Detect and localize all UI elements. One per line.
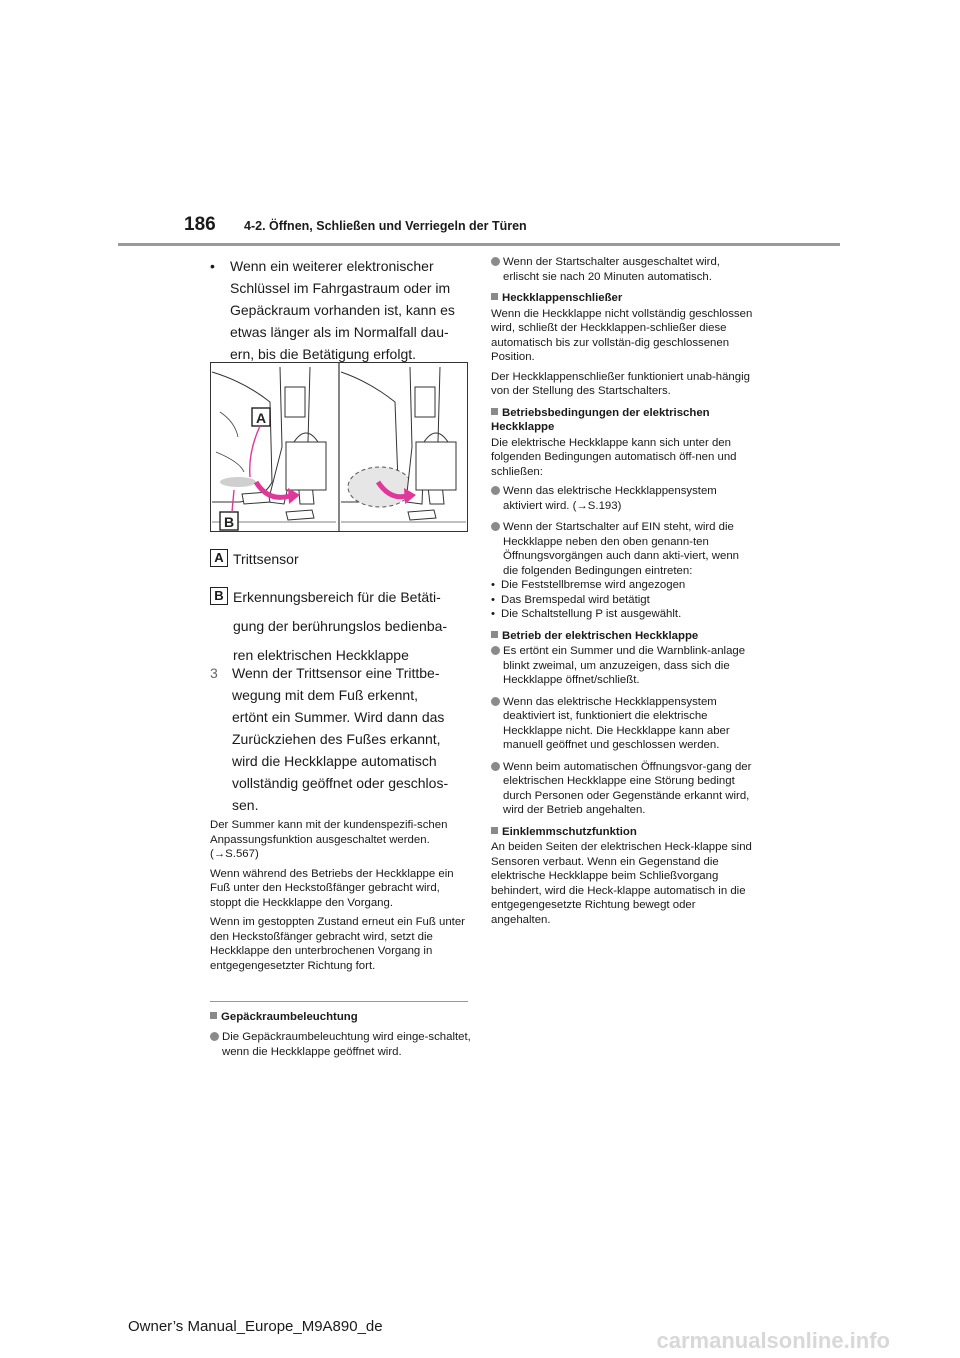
item-text: Wenn beim automatischen Öffnungsvor-gang der elektrischen Heckklappe eine Störung bedingt durch Personen oder Gegenstände erkannt wird, wird der Betrieb angehalten. bbox=[503, 760, 752, 816]
item-text: Die Gepäckraumbeleuchtung wird einge-schaltet, wenn die Heckklappe geöffnet wird. bbox=[222, 1031, 471, 1058]
bullet-note bbox=[210, 255, 470, 365]
circle-bullet-icon bbox=[491, 486, 500, 495]
right-column bbox=[491, 255, 753, 934]
legend-b-line: ren elektrischen Heckklappe bbox=[233, 647, 409, 663]
step-line: wird die Heckklappe automatisch bbox=[232, 753, 437, 769]
note-paragraph: Der Summer kann mit der kundenspezifi-schen Anpassungsfunktion ausgeschaltet werden. (→S.567) bbox=[210, 819, 448, 860]
list-item bbox=[491, 255, 753, 284]
section-heading bbox=[491, 629, 753, 644]
square-bullet-icon bbox=[491, 293, 498, 300]
sub-bullet: • bbox=[491, 608, 495, 620]
sub-item bbox=[491, 578, 753, 593]
section-operation bbox=[491, 629, 753, 818]
square-bullet-icon bbox=[491, 631, 498, 638]
heading-text: Betriebsbedingungen der elektrischen Heckklappe bbox=[491, 406, 710, 433]
section-operating-conditions bbox=[491, 406, 753, 622]
step-3 bbox=[210, 662, 470, 816]
section-jam-protection bbox=[491, 825, 753, 928]
left-notes bbox=[210, 818, 472, 978]
note-paragraph: Wenn während des Betriebs der Heckklappe ein Fuß unter den Heckstoßfänger gebracht wird, stoppt die Heckklappe den Vorgang. bbox=[210, 867, 454, 909]
circle-bullet-icon bbox=[491, 522, 500, 531]
list-item bbox=[491, 695, 753, 753]
step-line: Wenn der Trittsensor eine Trittbe- bbox=[232, 665, 440, 681]
item-text: Wenn der Startschalter auf EIN steht, wird die Heckklappe neben den oben genann-ten Öffnungsvorgängen auch dann akti-viert, wenn die folgenden Bedingungen eintreten: bbox=[503, 521, 739, 577]
item-text: Es ertönt ein Summer und die Warnblink-anlage blinkt zweimal, um anzuzeigen, dass sich die Heckklappe öffnet/schließt. bbox=[503, 645, 746, 686]
sub-item-text: Die Feststellbremse wird angezogen bbox=[501, 579, 686, 591]
legend-text-b bbox=[233, 586, 473, 673]
legend-key-b: B bbox=[210, 587, 228, 605]
heading-text: Einklemmschutzfunktion bbox=[502, 825, 637, 838]
section-heading bbox=[491, 825, 753, 840]
sub-bullet: • bbox=[491, 579, 495, 591]
kick-sensor-figure bbox=[210, 362, 468, 532]
step-number: 3 bbox=[210, 665, 218, 681]
sub-bullet: • bbox=[491, 593, 495, 606]
step-line: sen. bbox=[232, 797, 259, 813]
left-divider bbox=[210, 1001, 468, 1002]
heading-text: Heckklappenschließer bbox=[502, 292, 623, 304]
circle-bullet-icon bbox=[491, 646, 500, 655]
legend-key-a: A bbox=[210, 549, 228, 567]
figure-label-b: B bbox=[224, 514, 235, 530]
section-title: 4-2. Öffnen, Schließen und Verriegeln der Türen bbox=[244, 219, 527, 233]
step-line: wegung mit dem Fuß erkennt, bbox=[232, 687, 418, 703]
item-text: Wenn der Startschalter ausgeschaltet wird, erlischt sie nach 20 Minuten automatisch. bbox=[503, 256, 720, 283]
manual-id: Owner’s Manual_Europe_M9A890_de bbox=[128, 1318, 383, 1335]
section-heading bbox=[491, 406, 753, 435]
left-section-items bbox=[210, 1030, 472, 1066]
step-line: Zurückziehen des Fußes erkannt, bbox=[232, 731, 441, 747]
square-bullet-icon bbox=[491, 408, 498, 415]
circle-bullet-icon bbox=[491, 697, 500, 706]
circle-bullet-icon bbox=[491, 257, 500, 266]
section-trunk-closer bbox=[491, 291, 753, 399]
sub-item bbox=[491, 607, 753, 622]
legend-b-line: gung der berührungslos bedienba- bbox=[233, 618, 448, 634]
item-text: Wenn das elektrische Heckklappensystem aktiviert wird. (→S.193) bbox=[503, 485, 717, 512]
paragraph: An beiden Seiten der elektrischen Heck-klappe sind Sensoren verbaut. Wenn ein Gegenstand die elektrische Heckklappe beim Schließvorgang behindert, wird die Heck-klappe automatisch in die entgegengesetzte Richtung bewegt oder angehalten. bbox=[491, 841, 752, 926]
bullet-note-text: Wenn ein weiterer elektronischer Schlüssel im Fahrgastraum oder im Gepäckraum vorhanden ist, kann es etwas länger als im Normalfall dau-ern, bis die Betätigung erfolgt. bbox=[230, 258, 455, 362]
paragraph: Der Heckklappenschließer funktioniert unab-hängig von der Stellung des Startschalters. bbox=[491, 370, 750, 397]
sub-item-text: Das Bremspedal wird betätigt bbox=[501, 593, 650, 606]
heading-text: Gepäckraumbeleuchtung bbox=[221, 1011, 358, 1023]
section-heading-luggage-light bbox=[210, 1010, 358, 1025]
square-bullet-icon bbox=[491, 827, 498, 834]
step-line: vollständig geöffnet oder geschlos- bbox=[232, 775, 449, 791]
item-text: Wenn das elektrische Heckklappensystem deaktiviert ist, funktioniert die elektrische Heckklappe nicht. Die Heckklappe kann aber manuell geöffnet und geschlossen werden. bbox=[503, 695, 730, 751]
legend-text-a: Trittsensor bbox=[233, 551, 299, 567]
paragraph: Die elektrische Heckklappe kann sich unter den folgenden Bedingungen automatisch öff-nen und schließen: bbox=[491, 436, 737, 478]
figure-label-a: A bbox=[256, 410, 267, 426]
circle-bullet-icon bbox=[491, 762, 500, 771]
square-bullet-icon bbox=[210, 1012, 217, 1019]
watermark: carmanualsonline.info bbox=[656, 1328, 890, 1353]
list-item bbox=[491, 484, 753, 513]
page-number: 186 bbox=[184, 214, 216, 235]
heading-text: Betrieb der elektrischen Heckklappe bbox=[502, 629, 699, 642]
paragraph: Wenn die Heckklappe nicht vollständig geschlossen wird, schließt der Heckklappen-schließer diese automatisch bis zur vollstän-dig geschlossenen Position. bbox=[491, 307, 753, 363]
section-heading bbox=[491, 291, 753, 306]
step-line: ertönt ein Summer. Wird dann das bbox=[232, 709, 445, 725]
note-paragraph: Wenn im gestoppten Zustand erneut ein Fuß unter den Heckstoßfänger gebracht wird, setzt die Heckklappe den unterbrochenen Vorgang in entgegengesetzter Richtung fort. bbox=[210, 916, 465, 972]
list-item bbox=[210, 1030, 472, 1059]
list-item bbox=[491, 520, 753, 578]
sub-item-text: Die Schaltstellung P ist ausgewählt. bbox=[501, 608, 682, 620]
header-rule bbox=[118, 243, 840, 246]
list-item bbox=[491, 644, 753, 688]
bullet-dot: • bbox=[210, 258, 215, 274]
legend-b-line: Erkennungsbereich für die Betäti- bbox=[233, 589, 441, 605]
sub-item bbox=[491, 593, 753, 608]
kick-sensor-illustration bbox=[210, 362, 468, 532]
list-item bbox=[491, 760, 753, 818]
circle-bullet-icon bbox=[210, 1032, 219, 1041]
